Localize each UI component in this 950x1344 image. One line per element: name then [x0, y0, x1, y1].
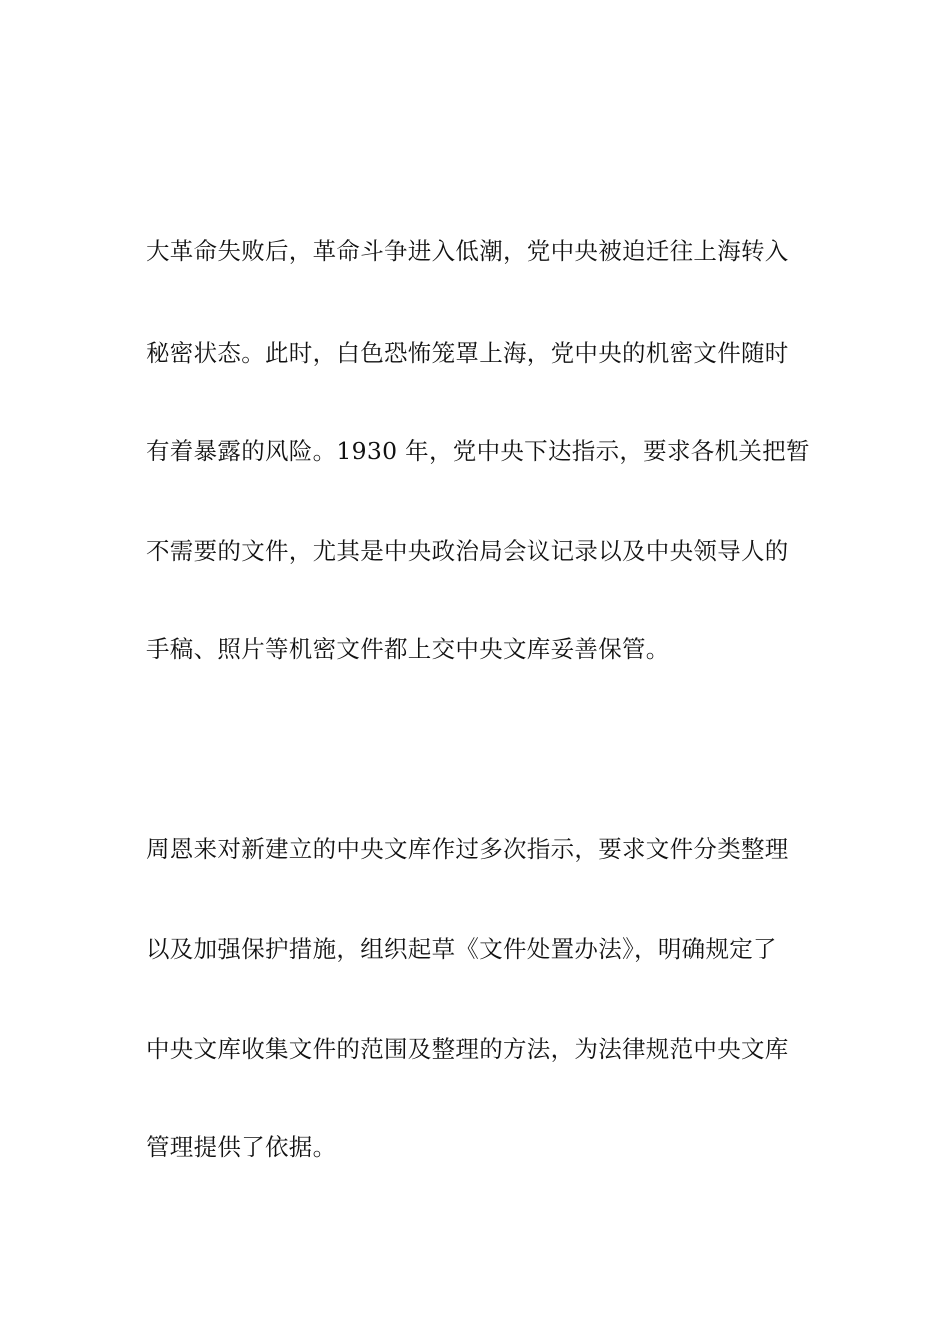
- paragraph-line: 大革命失败后，革命斗争进入低潮，党中央被迫迁往上海转入: [146, 237, 789, 265]
- paragraph-line: 管理提供了依据。: [146, 1133, 337, 1161]
- paragraph-line: 有着暴露的风险。1930 年，党中央下达指示，要求各机关把暂: [146, 437, 810, 465]
- paragraph-line: 中央文库收集文件的范围及整理的方法，为法律规范中央文库: [146, 1035, 789, 1063]
- paragraph-line: 手稿、照片等机密文件都上交中央文库妥善保管。: [146, 635, 670, 663]
- paragraph-line: 秘密状态。此时，白色恐怖笼罩上海，党中央的机密文件随时: [146, 339, 789, 367]
- paragraph-line: 不需要的文件，尤其是中央政治局会议记录以及中央领导人的: [146, 537, 789, 565]
- paragraph-line: 以及加强保护措施，组织起草《文件处置办法》，明确规定了: [146, 935, 777, 963]
- paragraph-line: 周恩来对新建立的中央文库作过多次指示，要求文件分类整理: [146, 835, 789, 863]
